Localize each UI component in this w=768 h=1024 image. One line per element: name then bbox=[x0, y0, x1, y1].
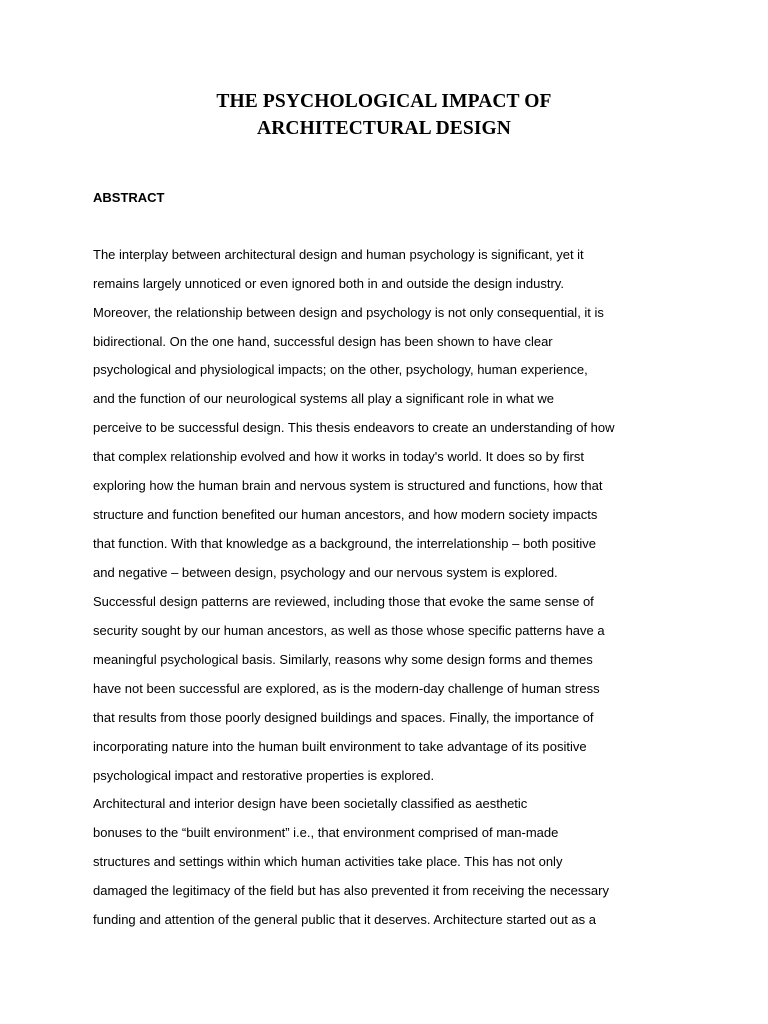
document-title-line-1: THE PSYCHOLOGICAL IMPACT OF bbox=[216, 91, 552, 112]
body-line: Moreover, the relationship between design and psychology is not only consequential, it is bbox=[93, 305, 604, 320]
body-line: have not been successful are explored, as is the modern-day challenge of human stress bbox=[93, 681, 600, 696]
body-line: that results from those poorly designed buildings and spaces. Finally, the importance of bbox=[93, 710, 594, 725]
body-line: and negative – between design, psychology and our nervous system is explored. bbox=[93, 565, 558, 580]
body-line: that function. With that knowledge as a background, the interrelationship – both positive bbox=[93, 536, 596, 551]
body-line: Architectural and interior design have been societally classified as aesthetic bbox=[93, 796, 528, 811]
body-line: structures and settings within which human activities take place. This has not only bbox=[93, 854, 563, 869]
body-line: psychological and physiological impacts; on the other, psychology, human experience, bbox=[93, 362, 588, 377]
body-line: funding and attention of the general public that it deserves. Architecture started out as a bbox=[93, 912, 596, 927]
body-line: The interplay between architectural design and human psychology is significant, yet it bbox=[93, 247, 584, 262]
body-line: bonuses to the “built environment” i.e., that environment comprised of man-made bbox=[93, 825, 559, 840]
body-line: structure and function benefited our human ancestors, and how modern society impacts bbox=[93, 507, 598, 522]
body-line: incorporating nature into the human built environment to take advantage of its positive bbox=[93, 739, 587, 754]
document-title-line-2: ARCHITECTURAL DESIGN bbox=[257, 118, 511, 139]
body-line: bidirectional. On the one hand, successful design has been shown to have clear bbox=[93, 334, 553, 349]
abstract-body bbox=[93, 0, 693, 1024]
body-line: exploring how the human brain and nervous system is structured and functions, how that bbox=[93, 478, 603, 493]
body-line: and the function of our neurological systems all play a significant role in what we bbox=[93, 391, 555, 406]
body-line: that complex relationship evolved and how it works in today's world. It does so by first bbox=[93, 449, 584, 464]
body-line: Successful design patterns are reviewed, including those that evoke the same sense of bbox=[93, 594, 594, 609]
abstract-heading: ABSTRACT bbox=[93, 190, 165, 205]
body-line: remains largely unnoticed or even ignored both in and outside the design industry. bbox=[93, 276, 564, 291]
body-line: damaged the legitimacy of the field but has also prevented it from receiving the necessary bbox=[93, 883, 609, 898]
body-line: psychological impact and restorative properties is explored. bbox=[93, 768, 435, 783]
body-line: perceive to be successful design. This thesis endeavors to create an understanding of how bbox=[93, 420, 615, 435]
body-line: meaningful psychological basis. Similarly, reasons why some design forms and themes bbox=[93, 652, 593, 667]
body-line: security sought by our human ancestors, as well as those whose specific patterns have a bbox=[93, 623, 605, 638]
